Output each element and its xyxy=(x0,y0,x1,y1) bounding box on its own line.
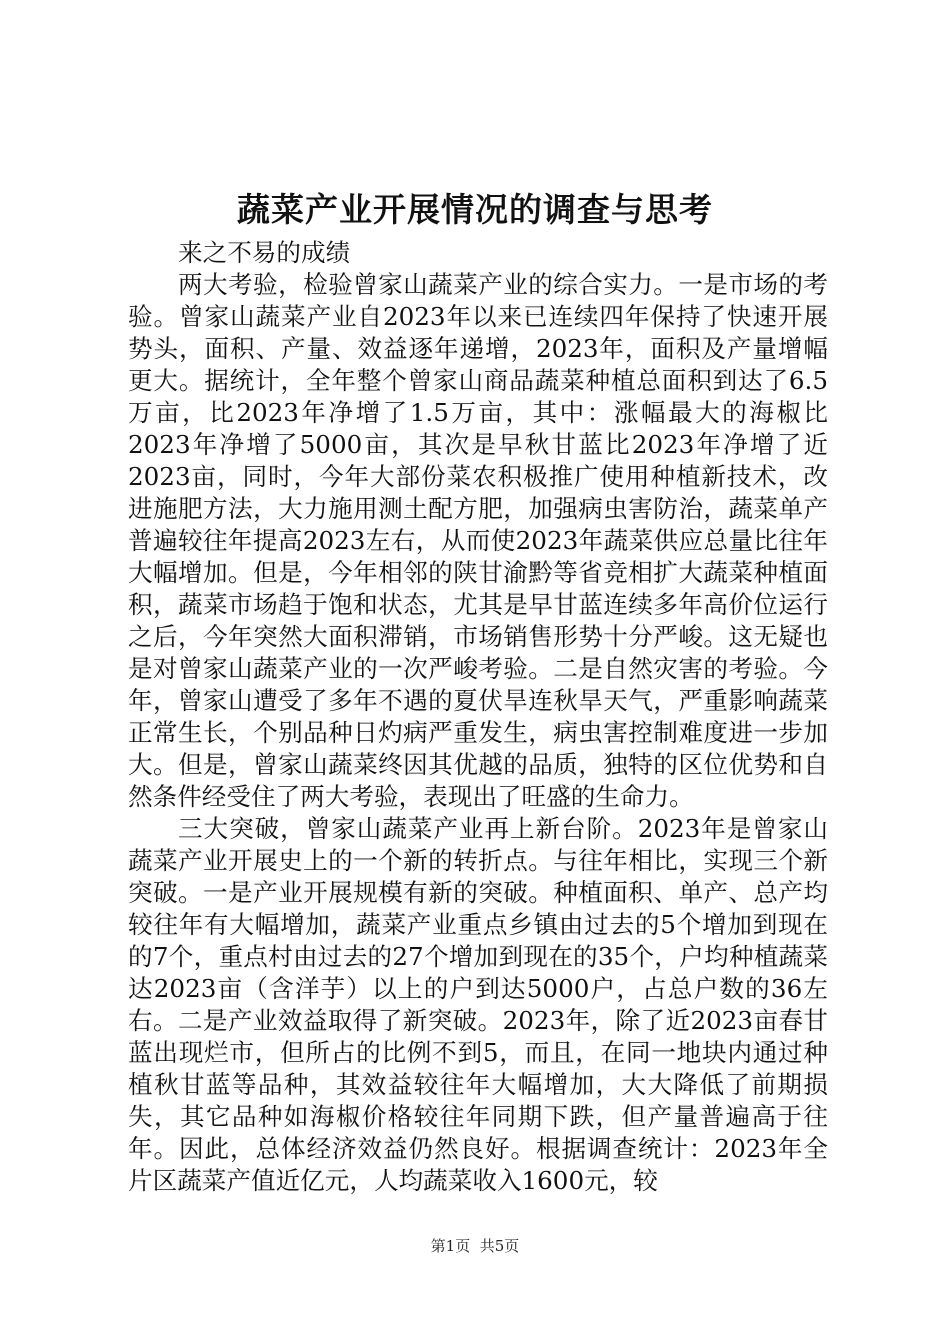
page-total: 共5页 xyxy=(479,1237,520,1255)
document-title: 蔬菜产业开展情况的调查与思考 xyxy=(237,190,713,229)
document-body xyxy=(128,237,828,1197)
paragraph-three-breakthroughs: 三大突破，曾家山蔬菜产业再上新台阶。2023年是曾家山蔬菜产业开展史上的一个新的转折点。与往年相比，实现三个新突破。一是产业开展规模有新的突破。种植面积、单产、总产均较往年有大幅增加，蔬菜产业重点乡镇由过去的5个增加到现在的7个，重点村由过去的27个增加到现在的35个，户均种植蔬菜达2023亩（含洋芋）以上的户到达5000户，占总户数的36左右。二是产业效益取得了新突破。2023年，除了近2023亩春甘蓝出现烂市，但所占的比例不到5，而且，在同一地块内通过种植秋甘蓝等品种，其效益较往年大幅增加，大大降低了前期损失，其它品种如海椒价格较往年同期下跌，但产量普遍高于往年。因此，总体经济效益仍然良好。根据调查统计：2023年全片区蔬菜产值近亿元，人均蔬菜收入1600元，较 xyxy=(128,814,828,1195)
page-number: 第1页 xyxy=(430,1237,471,1255)
section-subtitle: 来之不易的成绩 xyxy=(178,238,351,267)
page-footer xyxy=(0,1234,950,1258)
paragraph-two-tests: 两大考验，检验曾家山蔬菜产业的综合实力。一是市场的考验。曾家山蔬菜产业自2023年以来已连续四年保持了快速开展势头，面积、产量、效益逐年递增，2023年，面积及产量增幅更大。据统计，全年整个曾家山商品蔬菜种植总面积到达了6.5万亩，比2023年净增了1.5万亩，其中：涨幅最大的海椒比2023年净增了5000亩，其次是早秋甘蓝比2023年净增了近2023亩，同时，今年大部份菜农积极推广使用种植新技术，改进施肥方法，大力施用测土配方肥，加强病虫害防治，蔬菜单产普遍较往年提高2023左右，从而使2023年蔬菜供应总量比往年大幅增加。但是，今年相邻的陕甘渝黔等省竞相扩大蔬菜种植面积，蔬菜市场趋于饱和状态，尤其是早甘蓝连续多年高价位运行之后，今年突然大面积滞销，市场销售形势十分严峻。这无疑也是对曾家山蔬菜产业的一次严峻考验。二是自然灾害的考验。今年，曾家山遭受了多年不遇的夏伏旱连秋旱天气，严重影响蔬菜正常生长，个别品种日灼病严重发生，病虫害控制难度进一步加大。但是，曾家山蔬菜终因其优越的品质，独特的区位优势和自然条件经受住了两大考验，表现出了旺盛的生命力。 xyxy=(128,270,828,811)
